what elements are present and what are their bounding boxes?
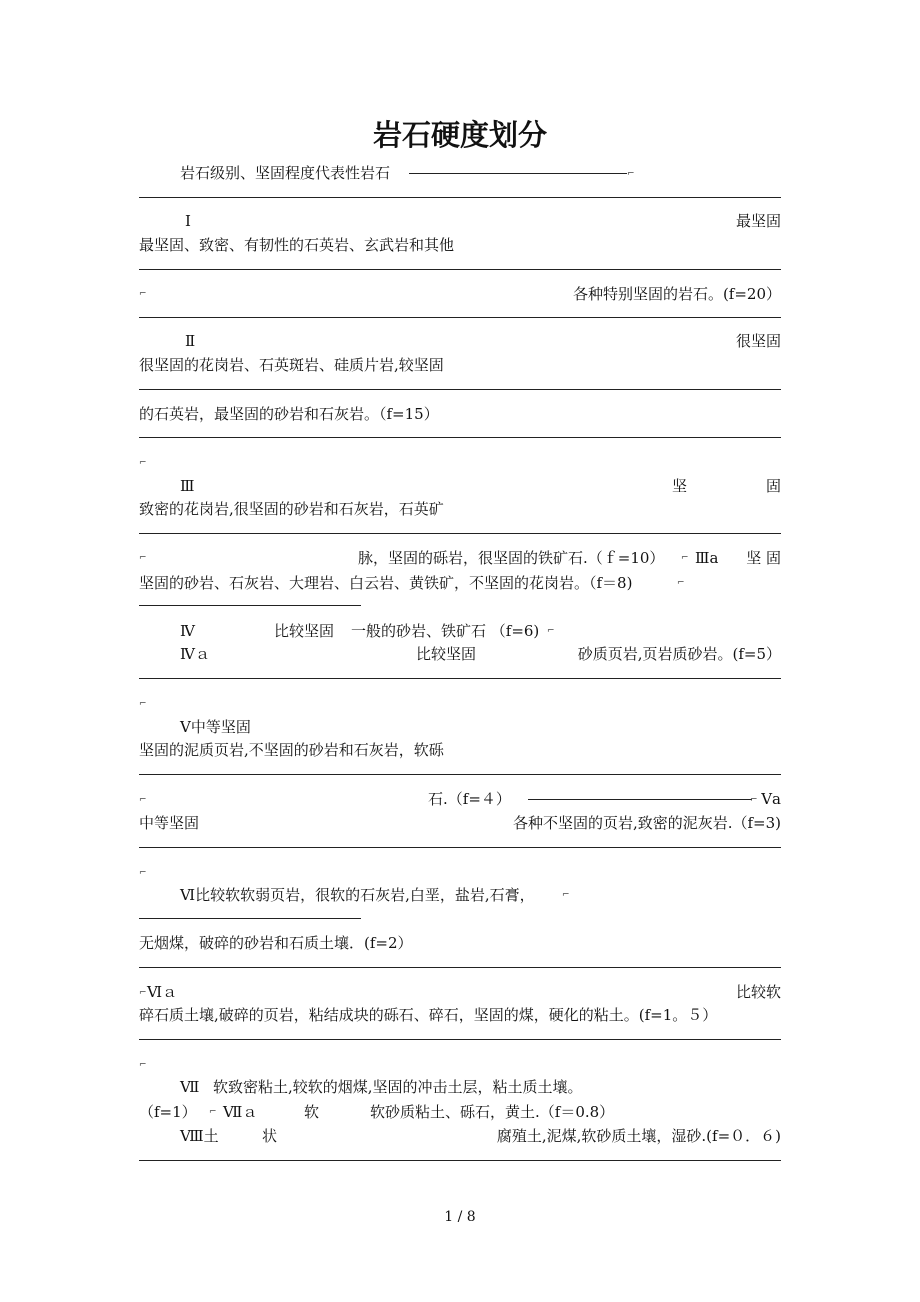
divider — [139, 317, 781, 318]
rock-description: 软砂质粘土、砾石，黄土.（f＝0.8） — [370, 1103, 615, 1121]
hardness-label: 坚 — [672, 477, 688, 495]
rock-description: Ⅵ比较软软弱页岩，很软的石灰岩,白垩，盐岩,石膏， — [180, 886, 535, 904]
hardness-label: 比较坚固 — [274, 622, 335, 640]
grade-numeral: Ⅶ — [180, 1078, 200, 1096]
rock-description: 坚固的泥质页岩,不坚固的砂岩和石灰岩，软砾 — [139, 741, 444, 759]
grade-numeral: Ⅵａ — [147, 983, 178, 1001]
rock-description: 石.（f=４） — [428, 790, 511, 808]
grade-numeral: Ⅳ — [180, 622, 195, 640]
header-leader-line — [409, 173, 627, 174]
paragraph-mark-icon: ⌐ — [139, 795, 147, 805]
paragraph-mark-icon: ⌐ — [139, 868, 147, 878]
divider — [139, 269, 781, 270]
divider — [139, 1160, 781, 1161]
divider — [139, 605, 361, 606]
rock-description: 致密的花岗岩,很坚固的砂岩和石灰岩，石英矿 — [139, 500, 444, 518]
divider — [139, 1039, 781, 1040]
rock-description: 各种特别坚固的岩石。(f=20） — [572, 285, 781, 303]
page-number: 1 / 8 — [444, 1209, 476, 1225]
grade-numeral: Ⅷ土 — [180, 1127, 219, 1145]
hardness-label: 很坚固 — [735, 332, 781, 350]
rock-description: 软致密粘土,较软的烟煤,坚固的冲击土层，粘土质土壤。 — [213, 1078, 583, 1096]
grade-numeral: Ⅱ — [185, 332, 196, 350]
paragraph-mark-icon: ⌐ — [681, 553, 689, 563]
paragraph-mark-icon: ⌐ — [209, 1107, 217, 1117]
table-header: 岩石级别、坚固程度代表性岩石 — [180, 164, 391, 182]
divider — [139, 437, 781, 438]
paragraph-mark-icon: ⌐ — [547, 626, 555, 636]
divider — [139, 533, 781, 534]
grade-numeral: Ⅲa — [695, 549, 719, 567]
hardness-label: 状 — [262, 1127, 278, 1145]
rock-description: 的石英岩，最坚固的砂岩和石灰岩。（f=15） — [139, 405, 439, 423]
paragraph-mark-icon: ⌐ — [562, 890, 570, 900]
grade-numeral: Ⅲ — [180, 477, 195, 495]
hardness-label: 比较软 — [735, 983, 781, 1001]
rock-description: 一般的砂岩、铁矿石 （f=6) — [351, 622, 540, 640]
grade-numeral: Ⅶａ — [223, 1103, 258, 1121]
rock-description: 坚固的砂岩、石灰岩、大理岩、白云岩、黄铁矿，不坚固的花岗岩。（f＝8) — [139, 574, 633, 592]
divider — [139, 918, 361, 919]
divider — [139, 678, 781, 679]
paragraph-mark-icon: ⌐ — [627, 169, 635, 179]
rock-description: 最坚固、致密、有韧性的石英岩、玄武岩和其他 — [139, 236, 455, 254]
hardness-label: 比较坚固 — [416, 645, 477, 663]
divider — [139, 774, 781, 775]
paragraph-mark-icon: ⌐ — [139, 1060, 147, 1070]
rock-description: 腐殖土,泥煤,软砂质土壤，湿砂.(f=０．６) — [496, 1127, 781, 1145]
hardness-label: 软 — [304, 1103, 320, 1121]
paragraph-mark-icon: ⌐ — [139, 699, 147, 709]
paragraph-mark-icon: ⌐ — [677, 578, 685, 588]
hardness-label: 固 — [765, 477, 781, 495]
grade-numeral: Ⅴa — [761, 790, 781, 808]
paragraph-mark-icon: ⌐ — [139, 553, 147, 563]
hardness-label: 中等坚固 — [139, 814, 200, 832]
page-title: 岩石硬度划分 — [372, 118, 547, 152]
paragraph-mark-icon: ⌐ — [139, 988, 147, 998]
grade-numeral: Ⅳａ — [180, 645, 210, 663]
paragraph-mark-icon: ⌐ — [139, 289, 147, 299]
rock-description: （f=1） — [139, 1103, 197, 1121]
divider — [139, 197, 781, 198]
hardness-label: 最坚固 — [735, 212, 781, 230]
rock-description: 各种不坚固的页岩,致密的泥灰岩.（f=3) — [512, 814, 781, 832]
leader-line — [528, 799, 752, 800]
divider — [139, 389, 781, 390]
rock-description: 砂质页岩,页岩质砂岩。(f=5） — [577, 645, 781, 663]
divider — [139, 847, 781, 848]
grade-numeral: Ⅰ — [185, 212, 191, 230]
rock-description: 碎石质土壤,破碎的页岩，粘结成块的砾石、碎石，坚固的煤，硬化的粘土。(f=1。５） — [139, 1006, 718, 1024]
hardness-label: 坚 固 — [746, 549, 781, 567]
grade-numeral: Ⅴ中等坚固 — [180, 718, 251, 736]
rock-description: 很坚固的花岗岩、石英斑岩、硅质片岩,较坚固 — [139, 356, 444, 374]
rock-description: 无烟煤，破碎的砂岩和石质土壤．(f=2） — [139, 934, 413, 952]
divider — [139, 967, 781, 968]
paragraph-mark-icon: ⌐ — [139, 458, 147, 468]
paragraph-mark-icon: ⌐ — [750, 795, 758, 805]
rock-description: 脉，坚固的砾岩，很坚固的铁矿石.（ｆ=10） — [358, 549, 665, 567]
